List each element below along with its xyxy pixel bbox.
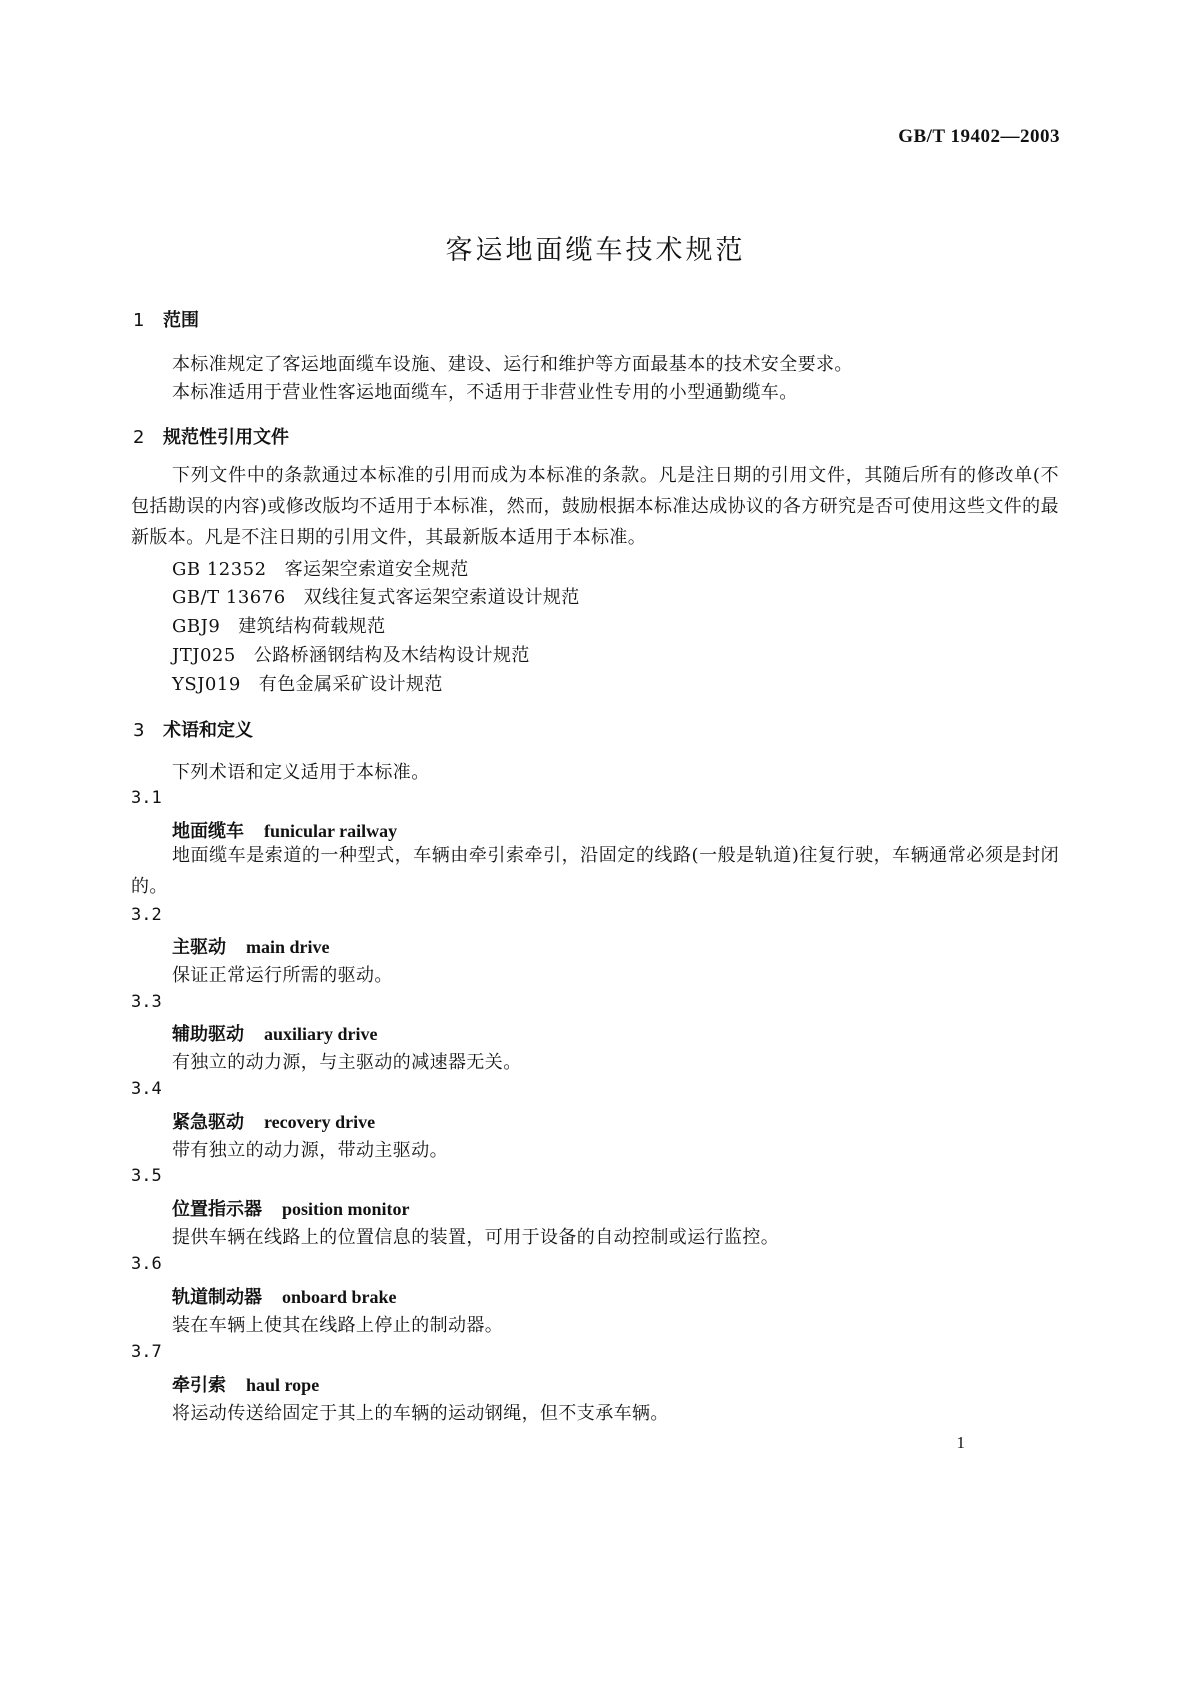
section-heading-scope <box>133 306 199 332</box>
term-entry <box>172 1283 397 1309</box>
term-chinese: 辅助驱动 <box>172 1024 244 1045</box>
term-chinese: 位置指示器 <box>172 1199 262 1220</box>
reference-code: GBJ9 <box>172 616 221 637</box>
term-english: haul rope <box>246 1375 320 1395</box>
term-english: position monitor <box>282 1199 410 1219</box>
term-definition: 地面缆车是索道的一种型式，车辆由牵引索牵引，沿固定的线路(一般是轨道)往复行驶，车辆通常必须是封闭的。 <box>131 845 1059 897</box>
term-entry <box>172 933 330 959</box>
term-entry <box>172 1020 378 1046</box>
clause-number: 3.7 <box>131 1342 162 1362</box>
section-heading-normative-references <box>133 423 289 449</box>
term-entry <box>172 1195 410 1221</box>
reference-title: 双线往复式客运架空索道设计规范 <box>303 587 580 608</box>
reference-item <box>172 583 580 609</box>
paragraph: 本标准适用于营业性客运地面缆车，不适用于非营业性专用的小型通勤缆车。 <box>172 382 798 403</box>
term-chinese: 主驱动 <box>172 937 226 958</box>
clause-number: 3.1 <box>131 788 162 808</box>
section-number: 3 <box>133 720 145 741</box>
reference-item <box>172 670 443 696</box>
page-number: 1 <box>956 1433 965 1452</box>
term-definition: 提供车辆在线路上的位置信息的装置，可用于设备的自动控制或运行监控。 <box>172 1227 780 1248</box>
paragraph: 下列文件中的条款通过本标准的引用而成为本标准的条款。凡是注日期的引用文件，其随后所有的修改单(不包括勘误的内容)或修改版均不适用于本标准，然而，鼓励根据本标准达成协议的各方研究是否可使用这些文件的最新版本。凡是不注日期的引用文件，其最新版本适用于本标准。 <box>131 465 1059 548</box>
reference-title: 客运架空索道安全规范 <box>284 559 469 580</box>
term-definition: 装在车辆上使其在线路上停止的制动器。 <box>172 1315 504 1336</box>
term-english: onboard brake <box>282 1287 397 1307</box>
term-entry <box>172 1108 375 1134</box>
term-english: main drive <box>246 937 330 957</box>
section-title: 术语和定义 <box>163 720 253 741</box>
clause-number: 3.6 <box>131 1254 162 1274</box>
standard-code: GB/T 19402—2003 <box>898 126 1060 147</box>
reference-title: 建筑结构荷载规范 <box>238 616 386 637</box>
term-chinese: 牵引索 <box>172 1375 226 1396</box>
reference-code: JTJ025 <box>172 645 236 666</box>
section-heading-terms-and-definitions <box>133 716 253 742</box>
paragraph: 下列术语和定义适用于本标准。 <box>172 762 430 783</box>
section-number: 1 <box>133 310 145 331</box>
term-chinese: 轨道制动器 <box>172 1287 262 1308</box>
term-definition: 有独立的动力源，与主驱动的减速器无关。 <box>172 1052 522 1073</box>
term-english: recovery drive <box>264 1112 376 1132</box>
term-chinese: 地面缆车 <box>172 821 244 842</box>
reference-code: GB/T 13676 <box>172 587 286 608</box>
paragraph: 本标准规定了客运地面缆车设施、建设、运行和维护等方面最基本的技术安全要求。 <box>172 354 853 375</box>
section-title: 范围 <box>163 310 199 331</box>
term-definition: 将运动传送给固定于其上的车辆的运动钢绳，但不支承车辆。 <box>172 1403 669 1424</box>
reference-item <box>172 641 530 667</box>
reference-item <box>172 555 469 581</box>
term-definition: 保证正常运行所需的驱动。 <box>172 965 393 986</box>
reference-code: YSJ019 <box>172 674 241 695</box>
document-title: 客运地面缆车技术规范 <box>445 235 746 266</box>
reference-code: GB 12352 <box>172 559 267 580</box>
section-number: 2 <box>133 427 145 448</box>
term-english: auxiliary drive <box>264 1024 378 1044</box>
reference-title: 有色金属采矿设计规范 <box>258 674 443 695</box>
section-title: 规范性引用文件 <box>163 427 289 448</box>
clause-number: 3.3 <box>131 992 162 1012</box>
reference-item <box>172 612 385 638</box>
term-chinese: 紧急驱动 <box>172 1112 244 1133</box>
reference-title: 公路桥涵钢结构及木结构设计规范 <box>253 645 530 666</box>
term-definition: 带有独立的动力源，带动主驱动。 <box>172 1140 448 1161</box>
clause-number: 3.4 <box>131 1079 162 1099</box>
clause-number: 3.5 <box>131 1166 162 1186</box>
term-english: funicular railway <box>264 821 398 841</box>
term-entry <box>172 1371 319 1397</box>
clause-number: 3.2 <box>131 905 162 925</box>
